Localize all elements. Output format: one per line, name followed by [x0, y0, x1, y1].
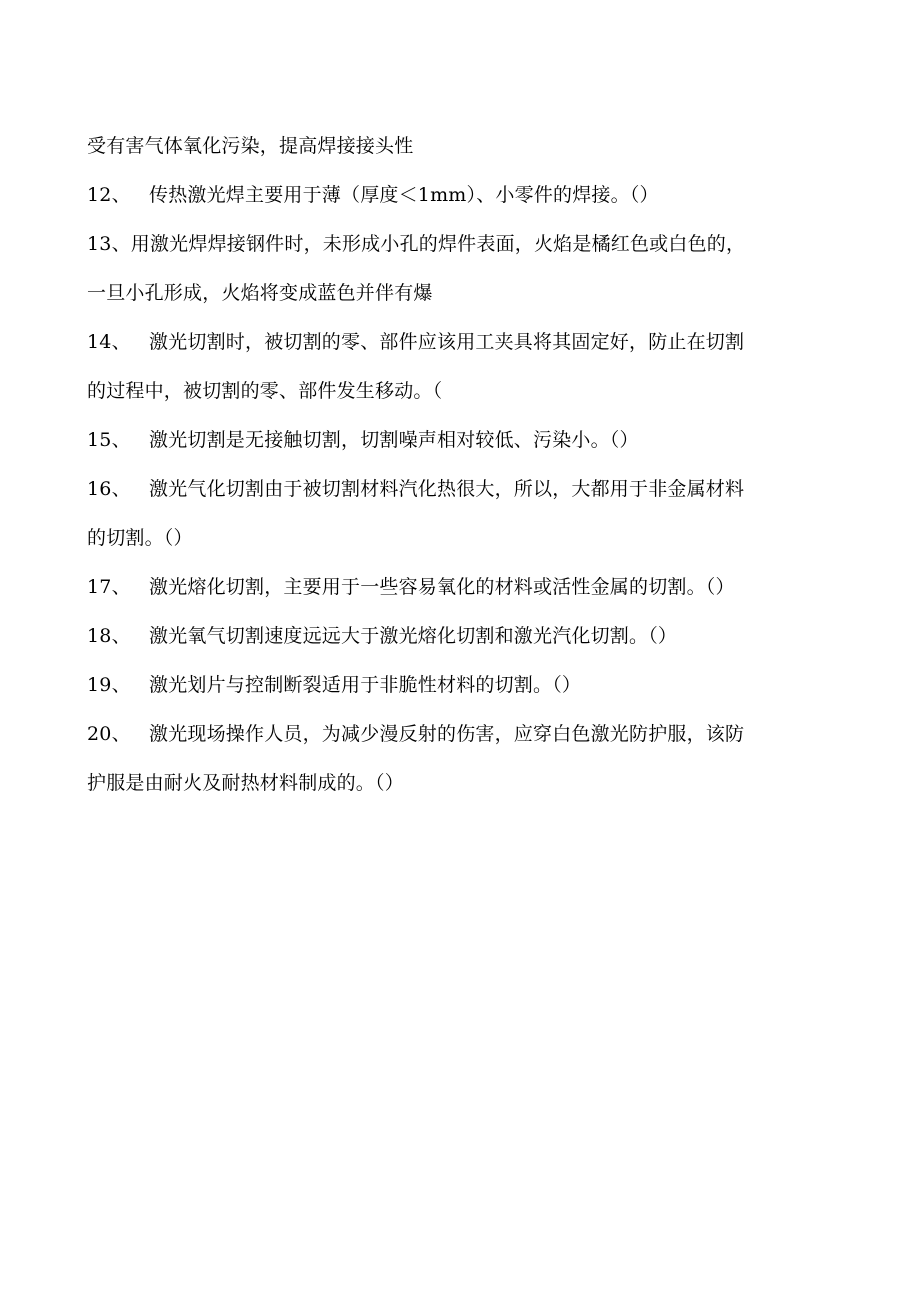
line-text: 受有害气体氧化污染，提高焊接接头性 — [87, 135, 414, 157]
question-12 — [87, 177, 832, 214]
question-13-line-2 — [87, 275, 832, 312]
question-text: 激光氧气切割速度远远大于激光熔化切割和激光汽化切割。（） — [149, 625, 678, 647]
question-number: 17、 — [87, 576, 131, 598]
line-text: 的过程中，被切割的零、部件发生移动。（ — [87, 380, 443, 402]
question-20-line-2 — [87, 765, 832, 802]
question-text: 激光切割是无接触切割，切割噪声相对较低、污染小。（） — [149, 429, 639, 451]
question-text: 激光划片与控制断裂适用于非脆性材料的切割。（） — [149, 674, 582, 696]
line-text: 的切割。（） — [87, 527, 193, 549]
question-20 — [87, 716, 832, 753]
question-15 — [87, 422, 832, 459]
question-13-line-1 — [87, 226, 832, 263]
question-text: 激光切割时，被切割的零、部件应该用工夹具将其固定好，防止在切割 — [149, 331, 745, 353]
question-number: 14、 — [87, 331, 131, 353]
question-14 — [87, 324, 832, 361]
question-17 — [87, 569, 832, 606]
question-text: 激光现场操作人员，为减少漫反射的伤害，应穿白色激光防护服，该防 — [149, 723, 745, 745]
question-number: 20、 — [87, 723, 131, 745]
question-number: 15、 — [87, 429, 131, 451]
question-number: 12、 — [87, 184, 131, 206]
text-line-1 — [87, 128, 832, 165]
line-text: 13、用激光焊焊接钢件时，未形成小孔的焊件表面，火焰是橘红色或白色的， — [87, 233, 746, 255]
question-text: 传热激光焊主要用于薄（厚度＜1mm）、小零件的焊接。（） — [149, 184, 659, 206]
question-18 — [87, 618, 832, 655]
question-16 — [87, 471, 832, 508]
question-number: 16、 — [87, 478, 131, 500]
question-number: 18、 — [87, 625, 131, 647]
question-text: 激光熔化切割，主要用于一些容易氧化的材料或活性金属的切割。（） — [149, 576, 735, 598]
line-text: 护服是由耐火及耐热材料制成的。（） — [87, 772, 404, 794]
line-text: 一旦小孔形成，火焰将变成蓝色并伴有爆 — [87, 282, 433, 304]
question-16-line-2 — [87, 520, 832, 557]
question-19 — [87, 667, 832, 704]
question-text: 激光气化切割由于被切割材料汽化热很大，所以，大都用于非金属材料 — [149, 478, 745, 500]
question-14-line-2 — [87, 373, 832, 410]
document-page — [87, 128, 832, 814]
question-number: 19、 — [87, 674, 131, 696]
